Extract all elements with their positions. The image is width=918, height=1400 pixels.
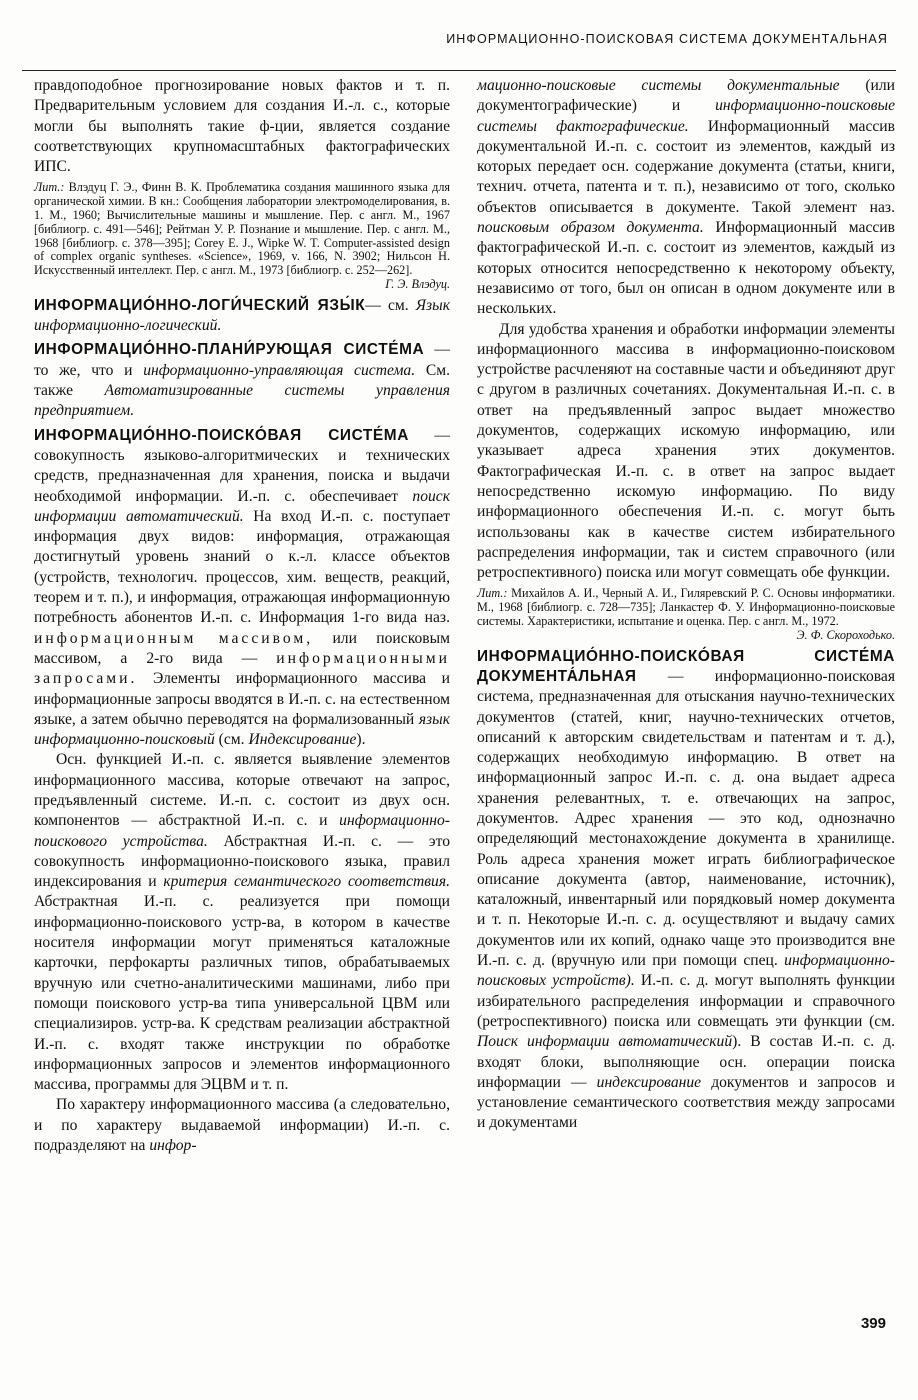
entry-text: Элементы информационного массива и информационные запросы вводятся в И.-п. с. на естественном языке, а затем обычно переводятся на формализованный: [34, 670, 450, 728]
literature-block: [477, 587, 895, 642]
page-number: 399: [860, 1315, 886, 1332]
paragraph: [34, 750, 450, 1095]
entry-headword: ИНФОРМАЦИО́ННО-ПЛАНИ́РУЮЩАЯ СИСТЕ́МА: [34, 341, 425, 359]
entry-text: — см.: [365, 296, 416, 314]
paragraph: [34, 1095, 450, 1156]
cross-reference: Поиск информации автоматический: [477, 1033, 733, 1051]
entry-text: ).: [356, 731, 366, 749]
entry-documentary-system: [477, 647, 895, 1134]
entry-language: [34, 296, 450, 337]
literature-prefix: Лит.:: [34, 180, 65, 195]
entry-text: См. также: [34, 361, 451, 400]
entry-text: Осн. функцией И.-п. с. является выявление элементов информационного массива, которые отвечают на запрос, предъявленный системе. И.-п. с. состоит из двух осн. компонентов — абстрактной И.-п. с. и: [34, 751, 450, 830]
entry-text: или поисковым массивом, а 2-го вида —: [34, 629, 450, 667]
cross-reference: информационно-управляющая система.: [143, 361, 416, 379]
entry-retrieval-system: [34, 426, 450, 751]
literature-block: [34, 181, 450, 291]
entry-text: ). В состав И.-п. с. д. входят блоки, выполняющие осн. операции поиска информации —: [477, 1033, 895, 1091]
entry-text: На вход И.-п. с. поступает информация двух видов: информация, отражающая достигнутый уровень знаний о к.-л. классе объектов (устройств, технологич. процессов, хим. веществ, реакций, теорем и т. п.), и информация, отражающая информационную потребность абонентов И.-п. с. Информация 1-го вида наз.: [34, 507, 450, 627]
cross-reference: язык информационно-поисковый: [34, 710, 450, 749]
paragraph: правдоподобное прогнозирование новых фактов и т. п. Предварительным условием для создания И.-л. с., которые могли бы выполнять такие ф-ции, является создание соответствующих крупномасштабных фактографических ИПС.: [34, 77, 450, 176]
cross-reference: поисковым образом документа.: [477, 219, 704, 237]
right-column: [477, 76, 895, 1134]
entry-text: (см.: [214, 731, 249, 749]
entry-text: — совокупность языково-алгоритмических и технических средств, предназначенная для хранения, поиска и выдачи необходимой информации. И.-п. с. обеспечивает: [34, 426, 450, 505]
running-title: ИНФОРМАЦИОННО-ПОИСКОВАЯ СИСТЕМА ДОКУМЕНТАЛЬНАЯ: [446, 32, 888, 46]
entry-text: Абстрактная И.-п. с. — это совокупность информационно-поискового языка, правил индексирования и: [34, 832, 450, 891]
paragraph: Для удобства хранения и обработки информации элементы информационного массива в информационно-поисковом устройстве расчленяют на составные части и объединяют друг с другом в различных сочетаниях. Документальная И.-п. с. в ответ на предъявленный запрос выдает множество документов, содержащих искомую информацию, или указывает адреса хранения этих документов. Фактографическая И.-п. с. в ответ на запрос выдает непосредственно искомую информацию. По виду информационного обеспечения И.-п. с. могут быть использованы как в качестве систем избирательного распределения информации, так и систем справочного (или ретроспективного) поиска или могут совмещать обе функции.: [477, 320, 895, 582]
cross-reference: Автоматизированные системы управления предприятием.: [34, 382, 451, 420]
left-column: [34, 76, 450, 1156]
entry-text: Абстрактная И.-п. с. реализуется при помощи информационно-поискового устр-ва, в котором в качестве носителя информации могут применяться каталожные карточки, перфокарты различных типов, обрабатываемых вручную или счетно-аналитическими машинами, либо при помощи поискового устр-ва типа универсальной ЦВМ или специализиров. устр-ва. К средствам реализации абстрактной И.-п. с. входят также инструкции по обработке информационных запросов и элементов информационного массива, программы для ЭЦВМ и т. п.: [34, 893, 450, 1094]
paragraph: [477, 76, 895, 320]
literature-text: Михайлов А. И., Черный А. И., Гиляревский Р. С. Основы информатики. М., 1968 [библиогр. с. 728—735]; Ланкастер Ф. У. Информационно-поисковые системы. Характеристики, испытание и оценка. Пер. с англ. М., 1972.: [477, 586, 895, 629]
entry-headword: ИНФОРМАЦИО́ННО-ПОИСКО́ВАЯ СИСТЕ́МА: [34, 426, 409, 444]
entry-text: И.-п. с. д. могут выполнять функции избирательного распределения информации и справочного (ретроспективного) поиска или совмещать эти функции (см.: [477, 972, 895, 1030]
header-rule: [22, 70, 896, 71]
cross-reference: Язык информационно-логический.: [34, 296, 450, 335]
entry-text: — информационно-поисковая система, предназначенная для отыскания научно-технических документов (статей, книг, научно-технических отчетов, описаний к авторским свидетельствам и патентам и т. д.), содержащих необходимую информацию. В ответ на информационный запрос И.-п. с. д. она выдает адреса хранения релевантных, т. е. отвечающих на запрос, документов. Адрес хранения — это код, однозначно определяющий местонахождение документа в хранилище. Роль адреса хранения может играть библиографическое описание документа (автор, наименование, источник), каталожный, инвентарный или порядковый номер документа и т. п. Некоторые И.-п. с. д. осуществляют и выдачу самих документов или их копий, однако чаще это производится вне И.-п. с. д. (вручную или при помощи спец.: [477, 667, 895, 970]
literature-prefix: Лит.:: [477, 586, 508, 601]
cross-reference: мационно-поисковые системы документальные: [477, 77, 840, 94]
entry-text: (или документографические) и: [477, 77, 895, 115]
spaced-term: информационными запросами.: [34, 649, 450, 688]
cross-reference: инфор-: [149, 1137, 197, 1155]
cross-reference: Индексирование: [248, 731, 357, 749]
entry-text: документов и запросов и установление семантического соответствия между запросами и документами: [477, 1073, 895, 1132]
cross-reference: информационно-поискового устройства.: [34, 812, 450, 850]
cross-reference: информационно-поисковые системы фактографические.: [477, 97, 895, 135]
spaced-term: информационным массивом,: [34, 629, 314, 647]
cross-reference: критерия семантического соответствия.: [163, 873, 450, 891]
entry-text: — то же, что и: [34, 341, 450, 379]
author-signature: Э. Ф. Скороходько.: [796, 627, 895, 642]
entry-text: Информационный массив документальной И.-п. с. состоит из элементов, каждый из которых передает осн. содержание документа (статьи, книги, технич. отчета, патента и т. п.), независимо от того, сколько объектов описывается в документе. Такой элемент наз.: [477, 117, 895, 216]
author-signature: Г. Э. Влэдуц.: [385, 277, 450, 292]
literature-text: Влэдуц Г. Э., Финн В. К. Проблематика создания машинного языка для органической химии. В кн.: Сообщения лаборатории электромоделирования, в. 1. М., 1960; Вычислительные машины и мышление. Пер. с англ. М., 1967 [библиогр. с. 491—546]; Рейтман У. Р. Познание и мышление. Пер. с англ. М., 1968 [библиогр. с. 378—395]; Corey E. J., Wipke W. T. Computer-assisted design of complex organic syntheses. «Science», 1969, v. 166, N. 3902; Нильсон Н. Искусственный интеллект. Пер. с англ. М., 1973 [библиогр. с. 252—262].: [34, 180, 451, 278]
cross-reference: поиск информации автоматический.: [34, 487, 450, 525]
entry-planning: [34, 340, 450, 421]
running-header: [0, 28, 918, 54]
entry-headword: ИНФОРМАЦИО́ННО-ПОИСКО́ВАЯ СИСТЕ́МА ДОКУМЕНТА́ЛЬНАЯ: [477, 647, 895, 685]
entry-text: По характеру информационного массива (а следовательно, и по характеру выдаваемой информации) И.-п. с. подразделяют на: [34, 1096, 450, 1155]
entry-text: Информационный массив фактографической И.-п. с. состоит из элементов, каждый из которых относится непосредственно к некоторому объекту, независимо от того, был он описан в одном документе или в нескольких.: [477, 219, 895, 318]
cross-reference: индексирование: [596, 1073, 702, 1091]
cross-reference: информационно-поисковых устройств).: [477, 952, 895, 990]
entry-headword: ИНФОРМАЦИО́ННО-ЛОГИ́ЧЕСКИЙ ЯЗЫ́К: [34, 296, 366, 314]
